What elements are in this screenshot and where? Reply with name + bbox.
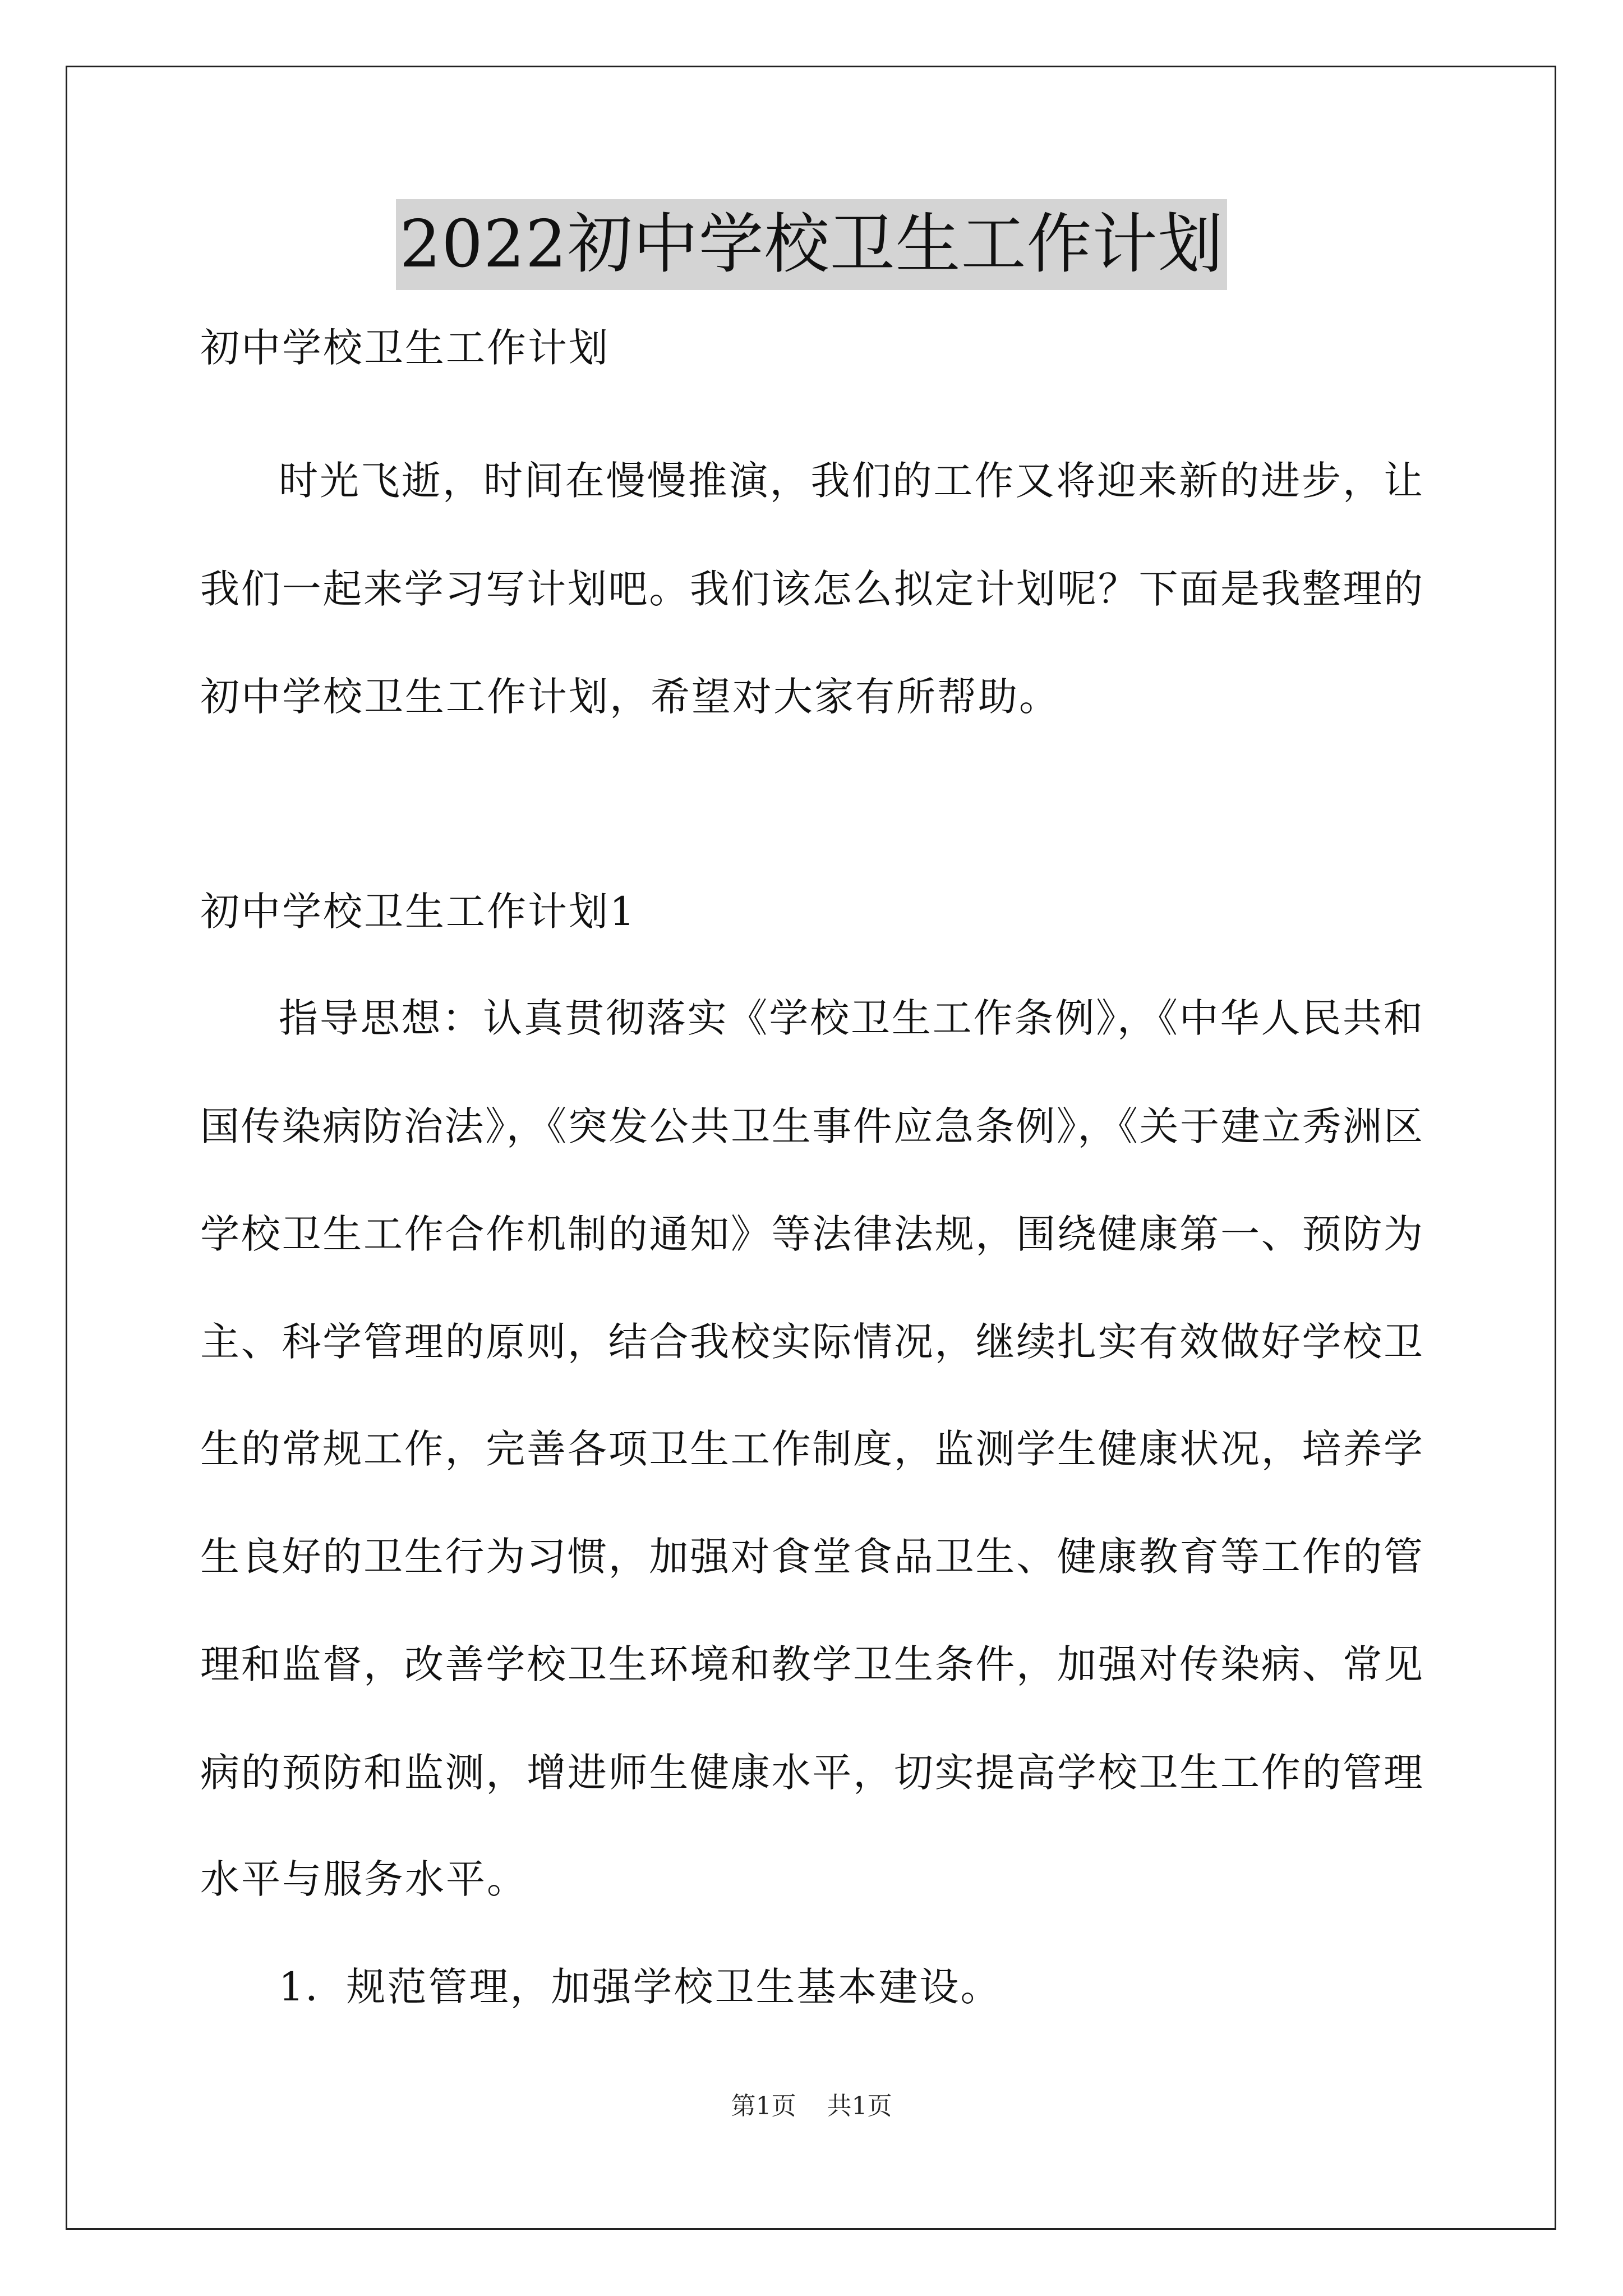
page-number: 第1页 xyxy=(731,2092,796,2120)
body-line-6: 生良好的卫生行为习惯，加强对食堂食品卫生、健康教育等工作的管 xyxy=(200,1534,1423,1580)
page-total: 共1页 xyxy=(827,2092,892,2120)
intro-line-1: 时光飞逝，时间在慢慢推演，我们的工作又将迎来新的进步，让 xyxy=(279,458,1423,504)
body-line-9: 水平与服务水平。 xyxy=(200,1856,528,1902)
body-line-3: 学校卫生工作合作机制的通知》等法律法规，围绕健康第一、预防为 xyxy=(200,1211,1423,1257)
body-line-4: 主、科学管理的原则，结合我校实际情况，继续扎实有效做好学校卫 xyxy=(200,1319,1423,1365)
body-line-5: 生的常规工作，完善各项卫生工作制度，监测学生健康状况，培养学 xyxy=(200,1426,1423,1472)
body-line-1: 指导思想：认真贯彻落实《学校卫生工作条例》，《中华人民共和 xyxy=(279,995,1423,1041)
body-line-7: 理和监督，改善学校卫生环境和教学卫生条件，加强对传染病、常见 xyxy=(200,1641,1423,1687)
document-subtitle: 初中学校卫生工作计划 xyxy=(200,325,610,371)
intro-line-3: 初中学校卫生工作计划，希望对大家有所帮助。 xyxy=(200,674,1060,720)
body-line-8: 病的预防和监测，增进师生健康水平，切实提高学校卫生工作的管理 xyxy=(200,1750,1423,1796)
document-title: 2022初中学校卫生工作计划 xyxy=(396,199,1227,290)
intro-line-2: 我们一起来学习写计划吧。我们该怎么拟定计划呢？下面是我整理的 xyxy=(200,566,1423,612)
list-item-1: 1．规范管理，加强学校卫生基本建设。 xyxy=(279,1964,1002,2010)
page-footer xyxy=(0,2090,1623,2123)
title-container xyxy=(0,199,1623,290)
body-line-2: 国传染病防治法》，《突发公共卫生事件应急条例》，《关于建立秀洲区 xyxy=(200,1103,1423,1149)
section-heading: 初中学校卫生工作计划1 xyxy=(200,889,637,935)
